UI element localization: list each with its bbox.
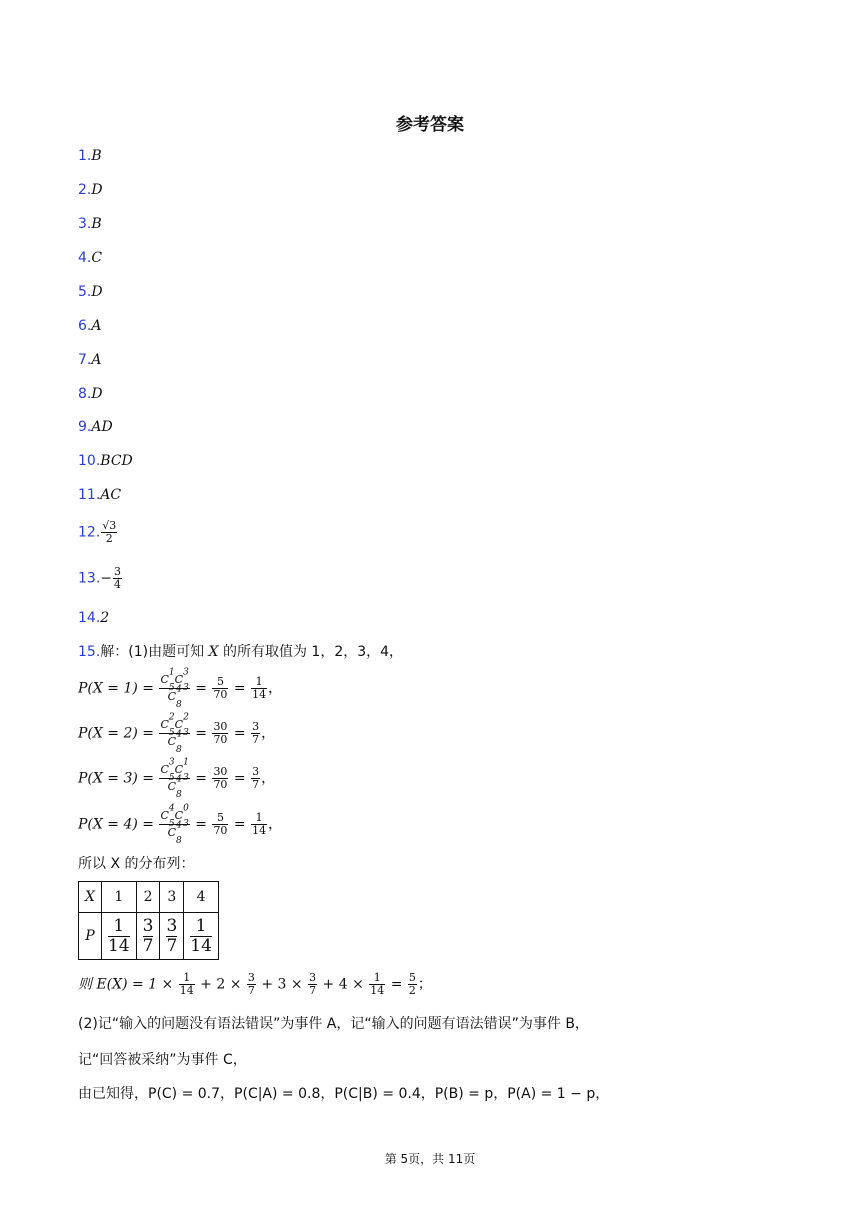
answer-value: D [91, 386, 103, 402]
fraction-denominator: 14 [107, 935, 130, 956]
comb-sup: 4 [175, 684, 182, 695]
fraction-numerator: 3 [166, 915, 178, 936]
probability-line [78, 803, 283, 847]
question-number: 15. [78, 644, 101, 660]
comb-sup: 2 [183, 712, 189, 723]
fraction-denominator: 70 [213, 824, 228, 838]
answer-value: B [91, 148, 102, 164]
expectation-operator: = [386, 976, 407, 993]
fraction-denominator: 7 [252, 733, 260, 747]
combination: $C^4$ $_8$ [167, 820, 182, 847]
fraction [190, 917, 212, 956]
combination: $C^4$ $_5$ [160, 803, 175, 830]
equals: = [190, 770, 212, 787]
fraction-numerator: 5 [408, 971, 416, 984]
expectation-prefix: 则 E(X) = 1 × [78, 976, 178, 993]
comb-sup: 4 [175, 774, 182, 785]
table-cell [101, 913, 136, 960]
fraction-numerator: 3 [142, 915, 154, 936]
part2-line2: 记“回答被采纳”为事件 C， [78, 1052, 247, 1068]
fraction-denominator: 7 [166, 935, 178, 956]
combination-indices [168, 667, 175, 694]
fraction [308, 972, 317, 997]
q15-intro [78, 641, 403, 663]
page-footer: 第 5页，共 11页 [384, 1152, 476, 1166]
fraction [166, 917, 177, 956]
combination: $C^2$ $_3$ [174, 712, 189, 739]
probability-lhs: P(X = 4) = [78, 816, 159, 833]
answer-number: 8. [78, 386, 92, 402]
equals: = [190, 680, 212, 697]
combination: $C^3$ $_5$ [160, 757, 175, 784]
fraction [113, 566, 122, 591]
comb-sup: 4 [175, 820, 182, 831]
expectation-operator: ； [417, 976, 432, 993]
answer-sign: − [100, 570, 112, 587]
answer-number: 13. [78, 570, 101, 587]
probability-line [78, 712, 276, 756]
probability-line [78, 757, 276, 801]
fraction-numerator [159, 757, 189, 784]
fraction-numerator: 3 [309, 971, 317, 984]
answer-number: 6. [78, 318, 92, 334]
table-cell: 1 [101, 882, 136, 913]
answer-row [78, 485, 121, 505]
answer-value: D [91, 284, 103, 300]
expectation-operator: + 2 × [195, 976, 246, 993]
fraction [108, 917, 130, 956]
fraction-numerator: 5 [212, 676, 228, 689]
q15-intro-text-a: 解：(1)由题可知 [100, 644, 209, 660]
fraction [179, 972, 195, 997]
combination-indices [175, 684, 182, 711]
table-row [79, 882, 219, 913]
answer-value: AC [100, 487, 122, 503]
answer-row [78, 146, 102, 166]
fraction-numerator [159, 803, 189, 830]
probability-lhs: P(X = 3) = [78, 770, 159, 787]
fraction [251, 721, 260, 746]
combination-indices [175, 729, 182, 756]
comb-sub: 8 [175, 836, 182, 847]
probability-line [78, 667, 283, 711]
fraction-numerator: 1 [179, 972, 195, 985]
answer-row [78, 248, 102, 268]
table-cell [160, 913, 184, 960]
comb-sup: 2 [168, 712, 175, 723]
comma: ， [268, 680, 283, 697]
combination-indices [183, 803, 189, 830]
combination-indices [183, 712, 189, 739]
answer-row [78, 520, 118, 545]
fraction-denominator: 7 [142, 935, 154, 956]
combination-fraction [159, 712, 189, 756]
combination-indices [168, 757, 175, 784]
fraction-numerator: 1 [251, 676, 267, 689]
answer-number: 3. [78, 216, 92, 232]
answer-row [78, 384, 103, 404]
comb-sub: 5 [168, 773, 175, 784]
equals: = [229, 725, 251, 742]
combination-indices [183, 757, 189, 784]
fraction-denominator: 2 [408, 984, 416, 997]
comma: ， [268, 816, 283, 833]
expectation-operator: + 3 × [256, 976, 308, 993]
probability-lhs: P(X = 2) = [78, 725, 159, 742]
part2-line3: 由已知得，P(C) = 0.7，P(C|A) = 0.8，P(C|B) = 0.4，P(B) = p，P(A) = 1 − p， [78, 1086, 610, 1102]
equals: = [229, 770, 251, 787]
equals: = [229, 816, 251, 833]
fraction [212, 721, 228, 746]
fraction [212, 676, 228, 701]
fraction-numerator: √3 [102, 519, 117, 532]
fraction-numerator: 1 [251, 812, 267, 825]
answer-row [78, 180, 103, 200]
answer-number: 9. [78, 419, 92, 435]
answer-value: D [91, 182, 103, 198]
combination: $C^4$ $_8$ [167, 729, 182, 756]
answer-row [78, 316, 101, 336]
answer-number: 7. [78, 352, 92, 368]
fraction-denominator: 70 [213, 688, 228, 702]
combination: $C^2$ $_5$ [160, 712, 175, 739]
answer-number: 14. [78, 610, 101, 626]
answer-number: 5. [78, 284, 92, 300]
fraction-numerator: 3 [252, 765, 260, 779]
answer-value: C [91, 250, 103, 266]
table-cell: X [79, 882, 102, 913]
fraction-denominator: 14 [190, 935, 212, 956]
fraction-numerator: 1 [108, 917, 130, 937]
q15-intro-text-b: 的所有取值为 1，2，3，4， [218, 644, 404, 660]
comb-sup: 1 [168, 667, 175, 678]
fraction-numerator: 3 [114, 565, 121, 578]
answer-number: 1. [78, 148, 92, 164]
answer-number: 10. [78, 453, 101, 469]
comma: ， [261, 725, 276, 742]
fraction-denominator: 14 [370, 984, 385, 997]
comb-sup: 4 [168, 803, 175, 814]
fraction-numerator: 1 [369, 972, 385, 985]
answer-row [78, 417, 113, 437]
fraction-numerator: 30 [213, 720, 228, 734]
table-cell: P [79, 913, 102, 960]
table-cell: 3 [160, 882, 184, 913]
answer-value: 2 [100, 610, 110, 626]
answer-number: 12. [78, 524, 101, 541]
fraction-numerator [159, 712, 189, 739]
combination-indices [175, 774, 182, 801]
answer-number: 4. [78, 250, 92, 266]
comb-sup: 1 [183, 757, 189, 768]
answer-row [78, 282, 103, 302]
table-cell: 2 [136, 882, 160, 913]
fraction-numerator: 3 [247, 971, 255, 984]
table-cell: 4 [184, 882, 219, 913]
comb-sup: 4 [175, 729, 182, 740]
answer-row [78, 214, 102, 234]
fraction [101, 520, 117, 545]
answer-number: 2. [78, 182, 92, 198]
fraction [212, 766, 228, 791]
comb-sub: 5 [168, 819, 175, 830]
fraction [251, 676, 267, 701]
fraction-numerator: 5 [212, 812, 228, 825]
fraction-denominator: 14 [252, 824, 267, 838]
fraction-numerator: 30 [213, 765, 228, 779]
comb-sub: 3 [183, 819, 189, 830]
answer-value: A [91, 352, 102, 368]
comb-sub: 8 [175, 700, 182, 711]
combination: $C^4$ $_8$ [167, 774, 182, 801]
fraction-denominator: 2 [105, 532, 113, 545]
expectation-operator: + 4 × [318, 976, 369, 993]
comma: ， [261, 770, 276, 787]
fraction [212, 812, 228, 837]
answer-value: B [91, 216, 102, 232]
fraction-denominator: 4 [114, 578, 121, 591]
table-cell [184, 913, 219, 960]
fraction-denominator: 14 [252, 688, 267, 702]
answer-row [78, 608, 109, 628]
answer-value: A [91, 318, 102, 334]
fraction-denominator: 70 [213, 733, 228, 747]
fraction [247, 972, 256, 997]
answer-row [78, 566, 123, 591]
combination-indices [183, 667, 189, 694]
answer-value: BCD [100, 453, 133, 469]
equals: = [190, 816, 212, 833]
comb-sub: 3 [183, 773, 189, 784]
distribution-intro: 所以 X 的分布列： [78, 856, 195, 872]
fraction-denominator: 7 [309, 984, 317, 997]
comb-sub: 8 [175, 745, 182, 756]
fraction [143, 917, 154, 956]
combination-indices [168, 712, 175, 739]
answer-value: AD [91, 419, 113, 435]
comb-sub: 8 [175, 790, 182, 801]
combination-fraction [159, 757, 189, 801]
page-title: 参考答案 [396, 115, 464, 135]
combination: $C^0$ $_3$ [174, 803, 189, 830]
combination-indices [168, 803, 175, 830]
part2-line1: (2)记“输入的问题没有语法错误”为事件 A，记“输入的问题有语法错误”为事件 B， [78, 1016, 589, 1032]
comb-sub: 3 [183, 683, 189, 694]
combination: $C^3$ $_3$ [174, 667, 189, 694]
fraction-denominator: 70 [213, 778, 228, 792]
combination-fraction [159, 667, 189, 711]
comb-sup: 3 [168, 757, 175, 768]
fraction-numerator: 1 [190, 917, 212, 937]
combination-indices [175, 820, 182, 847]
fraction-denominator: 7 [247, 984, 255, 997]
answer-row [78, 350, 101, 370]
comb-sup: 3 [183, 667, 189, 678]
probability-lhs: P(X = 1) = [78, 680, 159, 697]
answer-number: 11. [78, 487, 101, 503]
fraction [408, 972, 417, 997]
answer-row [78, 451, 133, 471]
table-cell [136, 913, 160, 960]
equals: = [190, 725, 212, 742]
combination: $C^4$ $_8$ [167, 684, 182, 711]
fraction [369, 972, 385, 997]
fraction-numerator [159, 667, 189, 694]
fraction-denominator: 14 [179, 984, 194, 997]
fraction [251, 812, 267, 837]
fraction [251, 766, 260, 791]
comb-sub: 5 [168, 728, 175, 739]
fraction-numerator: 3 [252, 720, 260, 734]
table-row [79, 913, 219, 960]
equals: = [229, 680, 251, 697]
comb-sub: 5 [168, 683, 175, 694]
fraction-denominator: 7 [252, 778, 260, 792]
comb-sub: 3 [183, 728, 189, 739]
combination: $C^1$ $_5$ [160, 667, 175, 694]
q15-intro-var: X [208, 644, 219, 660]
expectation-line [78, 972, 432, 997]
comb-sup: 0 [183, 803, 189, 814]
combination-fraction [159, 803, 189, 847]
distribution-table [78, 881, 219, 960]
combination: $C^1$ $_3$ [174, 757, 189, 784]
